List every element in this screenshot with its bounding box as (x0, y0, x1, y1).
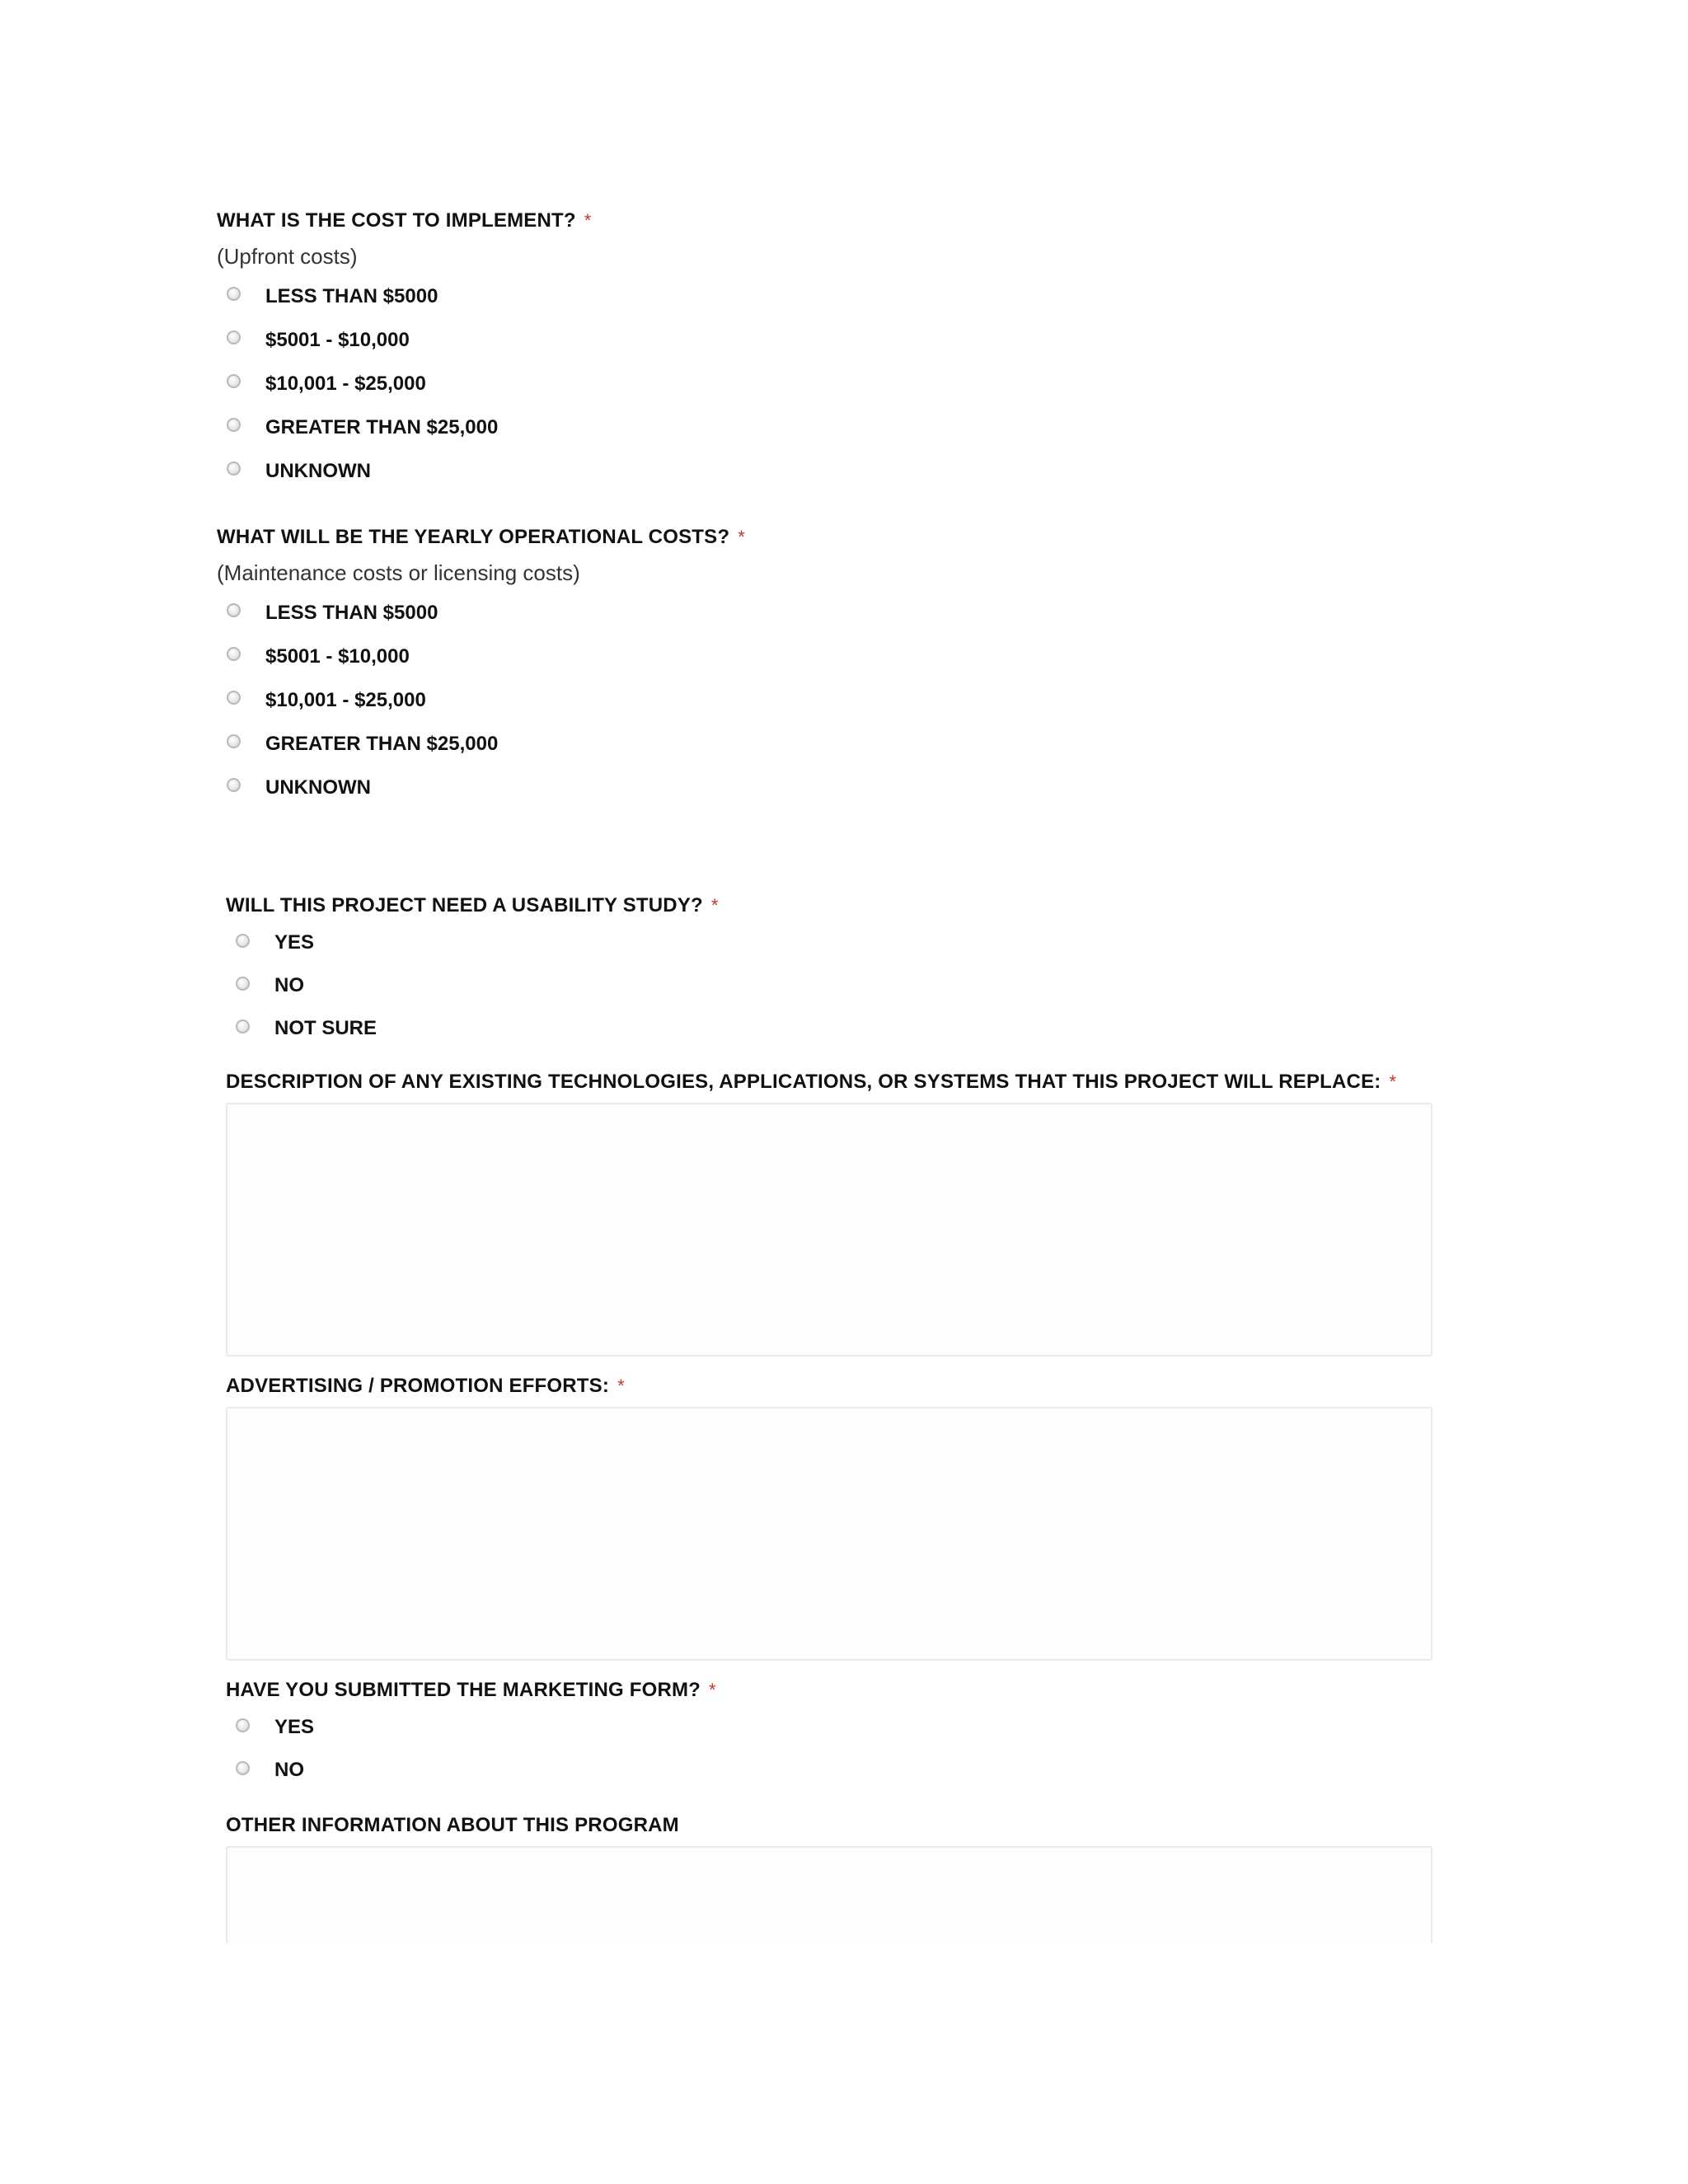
option-label: LESS THAN $5000 (265, 284, 438, 307)
implement-cost-option-lt5000[interactable] (217, 274, 592, 318)
usability-study-option-not-sure[interactable] (226, 1007, 719, 1050)
advertising-title-text: ADVERTISING / PROMOTION EFFORTS: (226, 1375, 610, 1397)
usability-study-options (226, 921, 719, 1050)
implement-cost-option-5001-10000[interactable] (217, 318, 592, 362)
existing-tech-question (226, 1070, 1432, 1357)
implement-cost-question (217, 209, 592, 493)
existing-tech-title (226, 1070, 1432, 1094)
yearly-cost-question (217, 525, 745, 809)
marketing-form-options (226, 1706, 716, 1792)
radio-button[interactable] (236, 1718, 250, 1732)
option-label: LESS THAN $5000 (265, 601, 438, 624)
radio-button[interactable] (227, 647, 241, 661)
yearly-cost-options (217, 591, 745, 809)
marketing-form-title-text: HAVE YOU SUBMITTED THE MARKETING FORM? (226, 1679, 701, 1701)
radio-button[interactable] (227, 374, 241, 388)
implement-cost-options (217, 274, 592, 493)
required-asterisk: * (584, 210, 592, 231)
yearly-cost-hint: (Maintenance costs or licensing costs) (217, 560, 580, 585)
yearly-cost-title-text: WHAT WILL BE THE YEARLY OPERATIONAL COSTS? (217, 526, 730, 548)
required-asterisk: * (709, 1680, 716, 1700)
option-label: $10,001 - $25,000 (265, 372, 426, 395)
yearly-cost-option-lt5000[interactable] (217, 591, 745, 635)
marketing-form-title (226, 1678, 716, 1703)
option-label: NO (274, 974, 304, 996)
radio-button[interactable] (227, 778, 241, 792)
option-label: GREATER THAN $25,000 (265, 415, 499, 438)
radio-button[interactable] (227, 734, 241, 748)
radio-button[interactable] (236, 1761, 250, 1775)
required-asterisk: * (738, 527, 745, 547)
implement-cost-option-unknown[interactable] (217, 449, 592, 493)
marketing-form-question (226, 1678, 716, 1792)
implement-cost-title-text: WHAT IS THE COST TO IMPLEMENT? (217, 209, 576, 232)
marketing-form-option-yes[interactable] (226, 1706, 716, 1749)
existing-tech-title-text: DESCRIPTION OF ANY EXISTING TECHNOLOGIES, APPLICATIONS, OR SYSTEMS THAT THIS PROJECT WILL REPLACE: (226, 1071, 1381, 1093)
yearly-cost-option-10001-25000[interactable] (217, 678, 745, 722)
other-info-title: OTHER INFORMATION ABOUT THIS PROGRAM (226, 1814, 679, 1836)
radio-button[interactable] (227, 603, 241, 617)
option-label: $5001 - $10,000 (265, 328, 410, 351)
radio-button[interactable] (227, 287, 241, 301)
radio-button[interactable] (236, 977, 250, 991)
radio-button[interactable] (236, 934, 250, 948)
implement-cost-hint: (Upfront costs) (217, 244, 358, 269)
usability-study-option-no[interactable] (226, 964, 719, 1007)
yearly-cost-option-gt25000[interactable] (217, 722, 745, 766)
advertising-question (226, 1374, 1432, 1661)
implement-cost-title (217, 209, 592, 233)
option-label: UNKNOWN (265, 459, 371, 482)
implement-cost-option-gt25000[interactable] (217, 405, 592, 449)
usability-study-title-text: WILL THIS PROJECT NEED A USABILITY STUDY? (226, 894, 703, 916)
required-asterisk: * (617, 1376, 625, 1396)
required-asterisk: * (1389, 1071, 1397, 1092)
existing-tech-textarea[interactable] (226, 1103, 1432, 1357)
option-label: YES (274, 931, 315, 954)
usability-study-title (226, 893, 719, 918)
yearly-cost-title (217, 525, 745, 550)
implement-cost-option-10001-25000[interactable] (217, 362, 592, 405)
yearly-cost-option-5001-10000[interactable] (217, 635, 745, 678)
required-asterisk: * (710, 895, 719, 916)
other-info-question (226, 1813, 1432, 1943)
usability-study-option-yes[interactable] (226, 921, 719, 964)
radio-button[interactable] (227, 691, 241, 705)
option-label: $10,001 - $25,000 (265, 688, 426, 711)
marketing-form-option-no[interactable] (226, 1749, 716, 1792)
option-label: GREATER THAN $25,000 (265, 732, 499, 755)
option-label: $5001 - $10,000 (265, 644, 410, 668)
advertising-textarea[interactable] (226, 1407, 1432, 1661)
yearly-cost-option-unknown[interactable] (217, 766, 745, 809)
option-label: UNKNOWN (265, 776, 371, 799)
option-label: YES (274, 1716, 315, 1738)
radio-button[interactable] (227, 418, 241, 432)
radio-button[interactable] (236, 1019, 250, 1033)
usability-study-question (226, 893, 719, 1050)
advertising-title (226, 1374, 1432, 1399)
other-info-textarea[interactable] (226, 1846, 1432, 1943)
option-label: NOT SURE (274, 1017, 377, 1039)
radio-button[interactable] (227, 462, 241, 476)
radio-button[interactable] (227, 330, 241, 344)
option-label: NO (274, 1759, 304, 1781)
